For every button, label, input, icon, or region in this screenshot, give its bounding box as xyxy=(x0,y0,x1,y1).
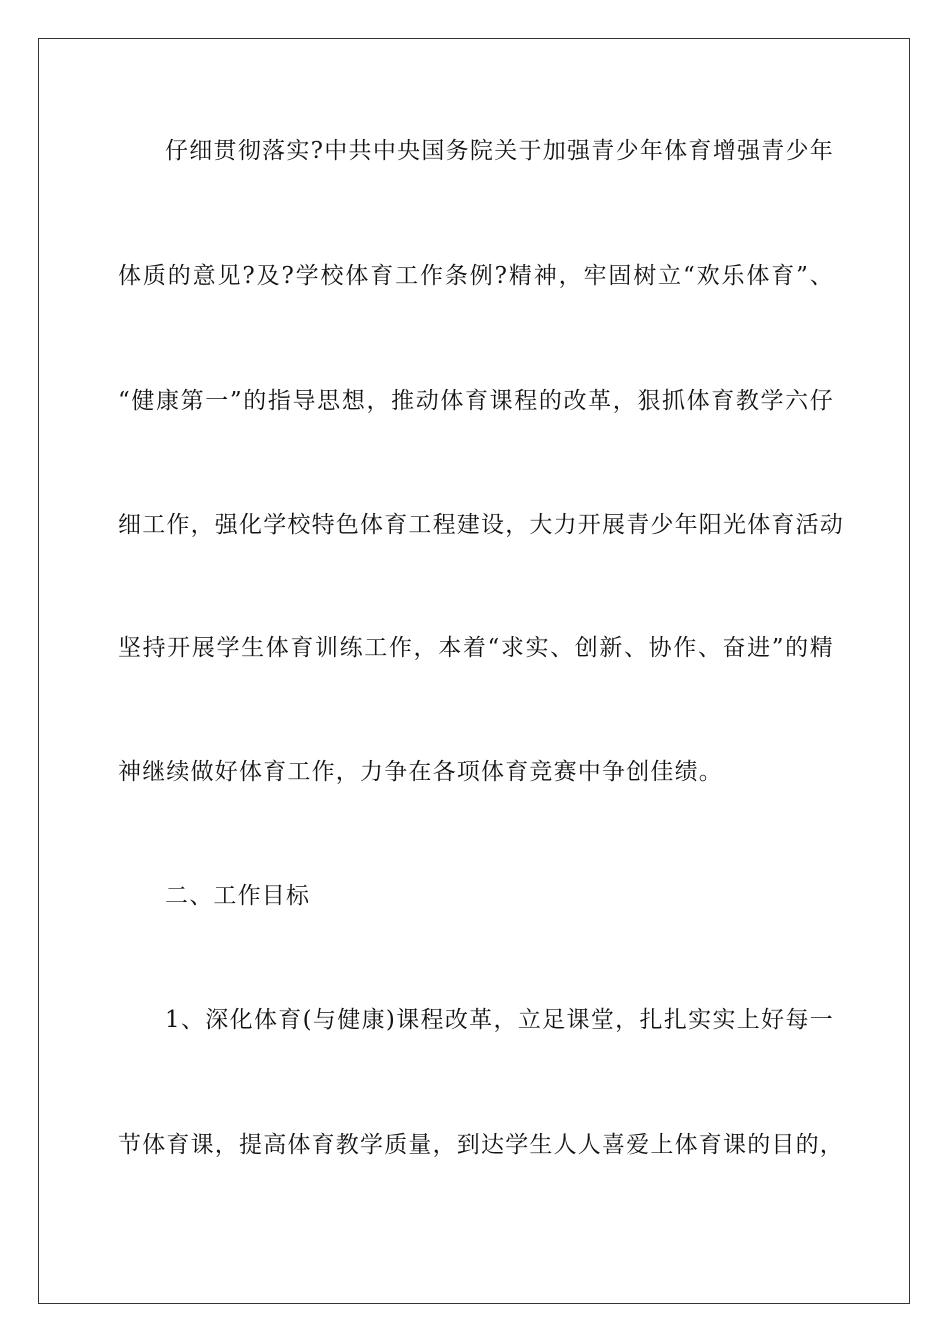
paragraph-line-4: 细工作，强化学校特色体育工程建设，大力开展青少年阳光体育活动 xyxy=(118,512,844,538)
section-heading: 二、工作目标 xyxy=(165,883,311,909)
list-item-line-1: 1、深化体育(与健康)课程改革，立足课堂，扎扎实实上好每一 xyxy=(165,1007,834,1033)
paragraph-line-3: “健康第一”的指导思想，推动体育课程的改革，狠抓体育教学六仔 xyxy=(118,388,834,414)
paragraph-line-6: 神继续做好体育工作，力争在各项体育竞赛中争创佳绩。 xyxy=(118,759,723,785)
paragraph-line-1: 仔细贯彻落实?中共中央国务院关于加强青少年体育增强青少年 xyxy=(165,138,834,164)
page-border xyxy=(38,38,910,1304)
list-item-line-2: 节体育课，提高体育教学质量，到达学生人人喜爱上体育课的目的， xyxy=(118,1132,844,1158)
paragraph-line-2: 体质的意见?及?学校体育工作条例?精神，牢固树立“欢乐体育”、 xyxy=(118,263,834,289)
paragraph-line-5: 坚持开展学生体育训练工作，本着“求实、创新、协作、奋进”的精 xyxy=(118,635,834,661)
